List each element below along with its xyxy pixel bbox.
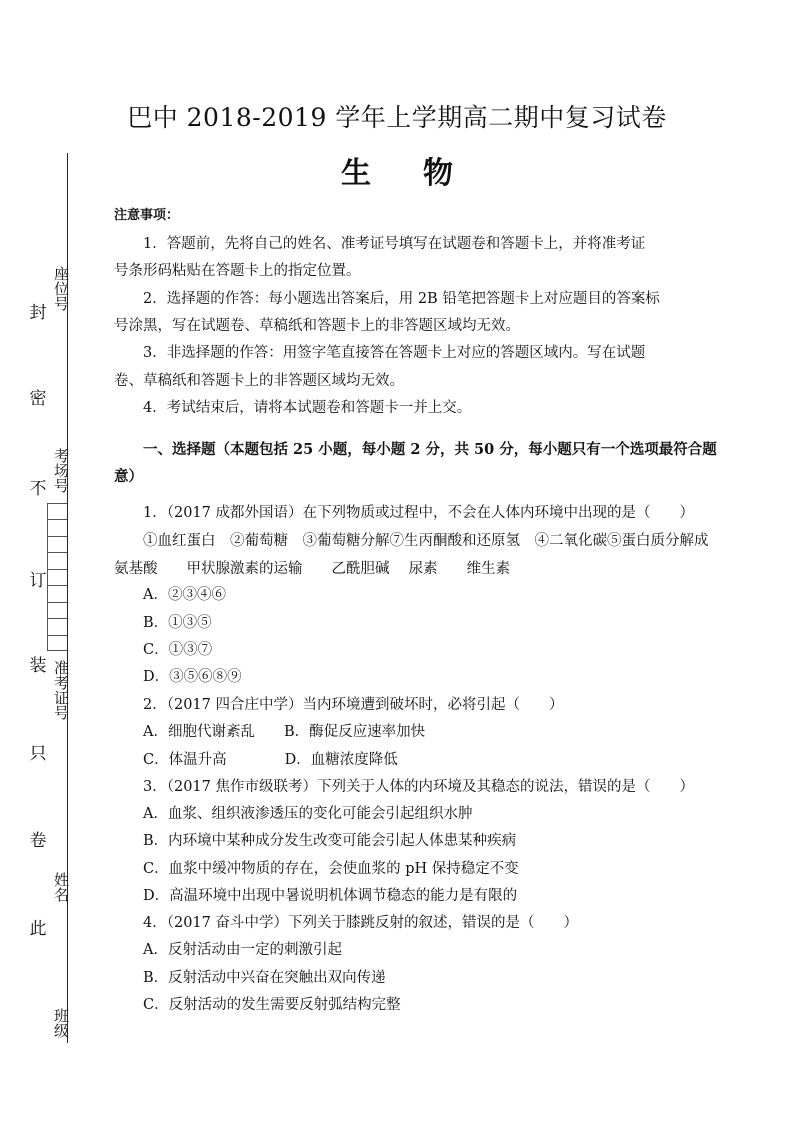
field-admission-number: 准考证号	[52, 660, 70, 720]
question-1-stem: 1．（2017 成都外国语）在下列物质或过程中，不会在人体内环境中出现的是（ ）	[143, 505, 694, 521]
question-1-items-line2: 氨基酸 甲状腺激素的运输 乙酰胆碱 尿素 维生素	[114, 561, 511, 577]
notice-heading: 注意事项：	[114, 208, 180, 223]
admission-number-boxes	[47, 503, 67, 651]
question-4-option-c[interactable]: C．反射活动的发生需要反射弧结构完整	[143, 997, 401, 1013]
seal-char-feng: 封	[29, 303, 47, 323]
question-3-option-d[interactable]: D．高温环境中出现中暑说明机体调节稳态的能力是有限的	[143, 888, 518, 904]
question-3-option-c[interactable]: C．血浆中缓冲物质的存在，会使血浆的 pH 保持稳定不变	[143, 861, 519, 877]
seal-char-ding: 订	[29, 571, 47, 591]
notice-line-7: 4．考试结束后，请将本试题卷和答题卡一并上交。	[143, 400, 472, 416]
question-2-stem: 2．（2017 四合庄中学）当内环境遭到破坏时，必将引起（ ）	[143, 697, 564, 713]
question-3-option-a[interactable]: A．血浆、组织液渗透压的变化可能会引起组织水肿	[143, 806, 473, 822]
seal-char-ci: 此	[29, 919, 47, 939]
notice-line-1: 1．答题前，先将自己的姓名、准考证号填写在试题卷和答题卡上，并将准考证	[143, 236, 646, 252]
question-2-options-row2[interactable]: C．体温升高 D．血糖浓度降低	[143, 752, 398, 768]
field-seat-number: 座位号	[52, 266, 70, 311]
question-4-stem: 4．（2017 奋斗中学）下列关于膝跳反射的叙述，错误的是（ ）	[143, 915, 578, 931]
field-class: 班级	[52, 1008, 70, 1038]
question-3-option-b[interactable]: B．内环境中某种成分发生改变可能会引起人体患某种疾病	[143, 833, 517, 849]
notice-line-6: 卷、草稿纸和答题卡上的非答题区域均无效。	[114, 373, 404, 389]
seal-char-bu: 不	[29, 479, 47, 499]
notice-line-2: 号条形码粘贴在答题卡上的指定位置。	[114, 263, 361, 279]
subject-char-sheng: 生	[341, 156, 371, 191]
section-title-line1: 一、选择题（本题包括 25 小题，每小题 2 分，共 50 分，每小题只有一个选项最符合题	[143, 441, 717, 458]
field-exam-room: 考场号	[52, 448, 70, 493]
seal-char-mi: 密	[29, 389, 47, 409]
question-4-option-a[interactable]: A．反射活动由一定的刺激引起	[143, 942, 342, 958]
seal-char-zhi: 只	[29, 744, 47, 764]
seal-char-zhuang: 装	[29, 656, 47, 676]
question-1-option-d[interactable]: D．③⑤⑥⑧⑨	[143, 669, 242, 685]
subject-char-wu: 物	[423, 156, 453, 191]
question-1-option-c[interactable]: C．①③⑦	[143, 642, 213, 658]
field-name: 姓名	[52, 872, 70, 902]
question-1-option-b[interactable]: B．①③⑤	[143, 615, 212, 631]
section-title-line2: 意）	[114, 468, 143, 485]
question-1-option-a[interactable]: A．②③④⑥	[143, 587, 226, 603]
question-2-options-row1[interactable]: A．细胞代谢紊乱 B．酶促反应速率加快	[143, 724, 426, 740]
notice-line-3: 2．选择题的作答：每小题选出答案后，用 2B 铅笔把答题卡上对应题目的答案标	[143, 291, 660, 307]
subject-title	[0, 148, 794, 192]
notice-line-4: 号涂黑，写在试题卷、草稿纸和答题卡上的非答题区域均无效。	[114, 318, 520, 334]
question-3-stem: 3．（2017 焦作市级联考）下列关于人体的内环境及其稳态的说法，错误的是（ ）	[143, 779, 694, 795]
exam-title: 巴中 2018-2019 学年上学期高二期中复习试卷	[127, 103, 667, 132]
question-4-option-b[interactable]: B．反射活动中兴奋在突触出双向传递	[143, 970, 386, 986]
seal-char-juan: 卷	[29, 831, 47, 851]
notice-line-5: 3．非选择题的作答：用签字笔直接答在答题卡上对应的答题区域内。写在试题	[143, 345, 646, 361]
question-1-items-line1: ①血红蛋白 ②葡萄糖 ③葡萄糖分解⑦生丙酮酸和还原氢 ④二氧化碳⑤蛋白质分解成	[143, 533, 709, 549]
